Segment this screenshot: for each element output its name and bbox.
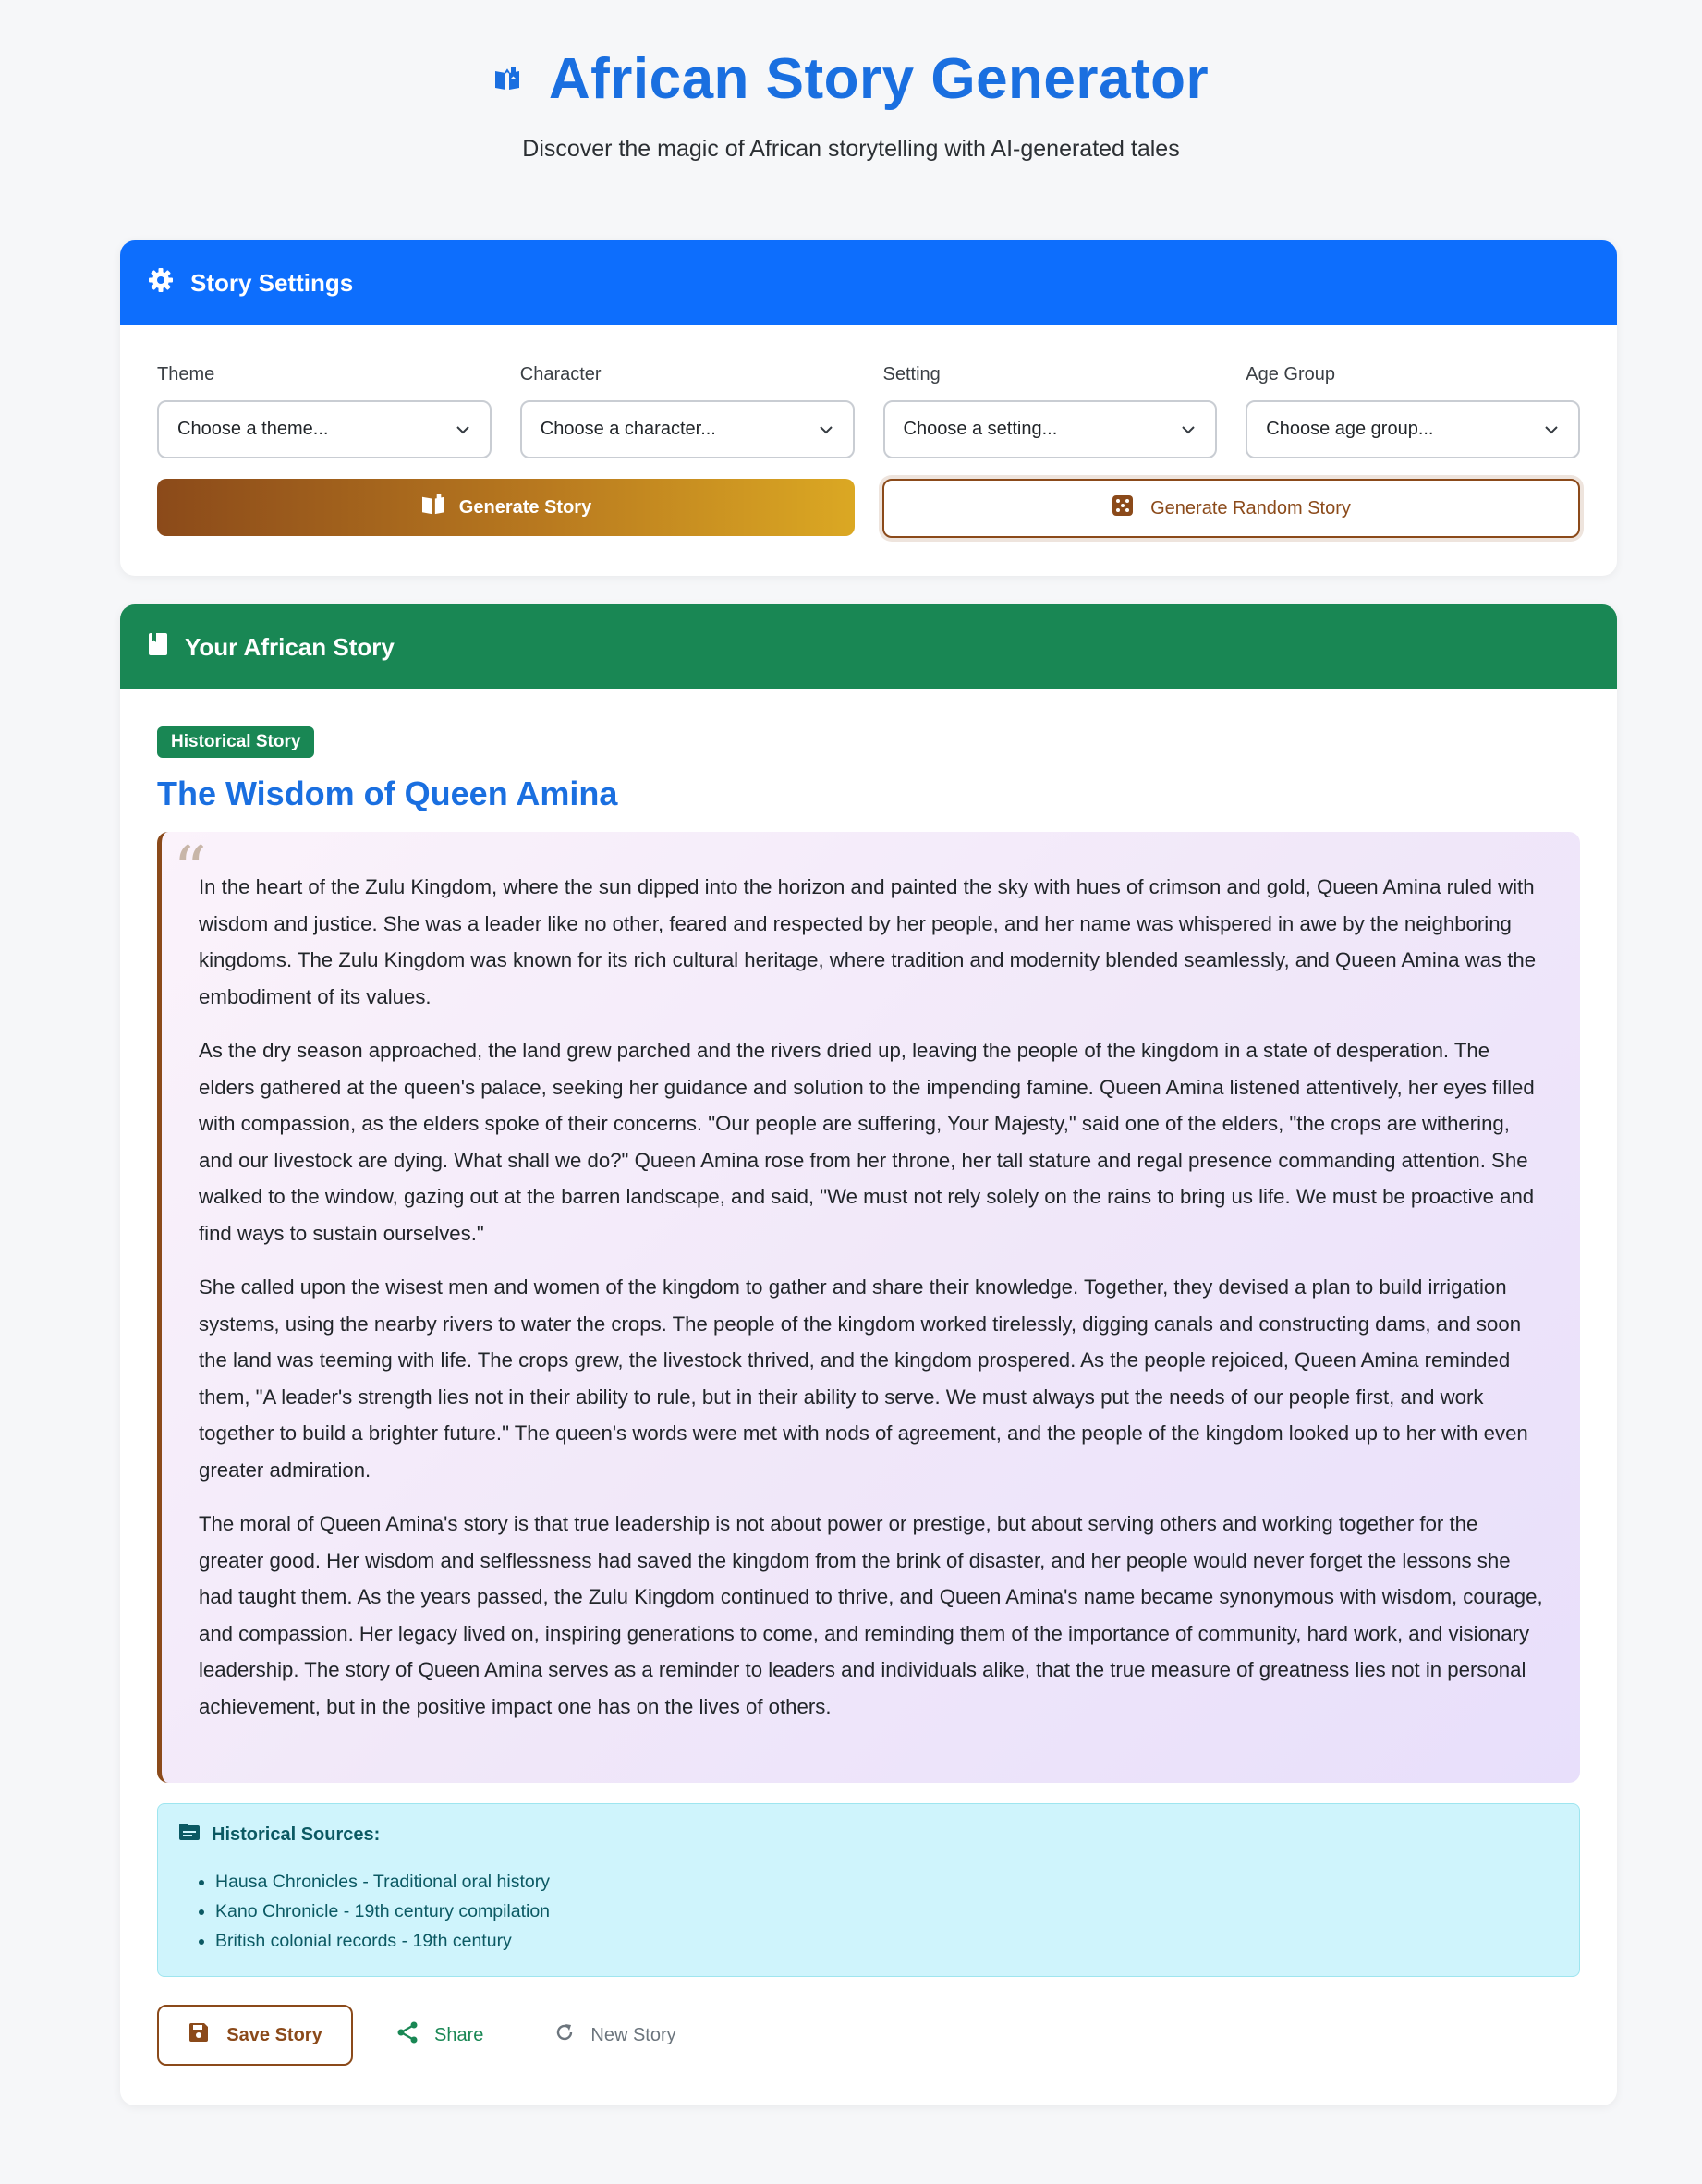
historical-sources-title: Historical Sources: [212, 1824, 381, 1845]
quote-mark: “ [173, 832, 207, 909]
list-item: • Hausa Chronicles - Traditional oral history [215, 1867, 1559, 1897]
theme-select-value: Choose a theme... [177, 419, 329, 439]
dice-icon [1112, 494, 1134, 522]
generate-actions [157, 479, 1580, 538]
page-header [0, 0, 1702, 163]
age-group-filter [1246, 364, 1580, 458]
generate-random-story-label: Generate Random Story [1150, 497, 1351, 519]
age-group-select-value: Choose age group... [1266, 419, 1434, 439]
story-text-box [157, 832, 1580, 1783]
theme-select[interactable] [157, 400, 492, 458]
share-label: Share [434, 2024, 484, 2045]
chevron-down-icon [1182, 419, 1195, 440]
story-paragraph: As the dry season approached, the land grew parched and the rivers dried up, leaving the people of the kingdom in a state of desperation. The elders gathered at the queen's palace, seeking her guidance and solution to the impending famine. Queen Amina listened attentively, her eyes filled with compassion, as the elders spoke of their concerns. "Our people are suffering, Your Majesty," said one of the elders, "the crops are withering, and our livestock are dying. What shall we do?" Queen Amina rose from her throne, her tall stature and regal presence commanding attention. She walked to the window, gazing out at the barren landscape, and said, "We must not rely solely on the rains to bring us life. We must be proactive and find ways to sustain ourselves." [199, 1039, 1535, 1245]
save-story-label: Save Story [226, 2024, 322, 2045]
theme-label: Theme [157, 364, 215, 384]
character-select-value: Choose a character... [540, 419, 716, 439]
chevron-down-icon [820, 419, 833, 440]
character-select[interactable] [520, 400, 855, 458]
age-group-select[interactable] [1246, 400, 1580, 458]
story-body [157, 726, 1580, 2066]
story-paragraph: In the heart of the Zulu Kingdom, where the sun dipped into the horizon and painted the sky with hues of crimson and gold, Queen Amina ruled with wisdom and justice. She was a leader like no other, feared and respected by her people, and her name was whispered in awe by the neighboring kingdoms. The Zulu Kingdom was known for its rich cultural heritage, where tradition and modernity blended seamlessly, and Queen Amina was the embodiment of its values. [199, 875, 1537, 1008]
story-paragraph: She called upon the wisest men and women of the kingdom to gather and share their knowledge. Together, they devised a plan to build irrigation systems, using the nearby rivers to water the crops. The people of the kingdom worked tirelessly, digging canals and constructing dams, and soon the land was teeming with life. The crops grew, the livestock thrived, and the kingdom prospered. As the people rejoiced, Queen Amina reminded them, "A leader's strength lies not in their ability to rule, but in their ability to serve. We must always put the needs of our people first, and work together to build a brighter future." The queen's words were met with nods of agreement, and the people of the kingdom looked up to her with even greater admiration. [199, 1275, 1528, 1482]
open-book-icon [493, 67, 521, 92]
story-title: The Wisdom of Queen Amina [157, 775, 618, 812]
story-type-badge: Historical Story [157, 726, 314, 758]
setting-select-value: Choose a setting... [903, 419, 1058, 439]
historical-sources-header [178, 1823, 1559, 1847]
historical-sources-list [178, 1867, 1559, 1956]
theme-filter [157, 364, 492, 458]
story-card-header [120, 604, 1617, 689]
gear-icon [148, 267, 174, 299]
folder-icon [178, 1823, 201, 1847]
chevron-down-icon [456, 419, 469, 440]
story-paragraph: The moral of Queen Amina's story is that true leadership is not about power or prestige, but about serving others and working together for the greater good. Her wisdom and selflessness had saved the kingdom from the brink of disaster, and her people would never forget the lessons she had taught them. As the years passed, the Zulu Kingdom continued to thrive, and Queen Amina's name became synonymous with wisdom, courage, and compassion. Her legacy lived on, inspiring generations to come, and reminding them of the importance of community, hard work, and visionary leadership. The story of Queen Amina serves as a reminder to leaders and individuals alike, that the true measure of greatness lies not in personal achievement, but in the positive impact one has on the lives of others. [199, 1512, 1543, 1718]
page-title: African Story Generator [548, 47, 1210, 111]
generate-story-button[interactable] [157, 479, 855, 536]
story-actions [157, 2005, 1580, 2066]
list-item: • British colonial records - 19th century [215, 1926, 1559, 1956]
story-settings-title: Story Settings [190, 268, 354, 297]
story-settings-card [120, 240, 1617, 576]
story-settings-header [120, 240, 1617, 325]
chevron-down-icon [1545, 419, 1558, 440]
setting-label: Setting [882, 364, 941, 384]
filters-row [157, 364, 1580, 458]
character-filter [520, 364, 855, 458]
refresh-icon [553, 2021, 576, 2049]
floppy-disk-icon [188, 2021, 210, 2049]
age-group-label: Age Group [1246, 364, 1335, 384]
share-icon [395, 2020, 419, 2050]
list-item: • Kano Chronicle - 19th century compilation [215, 1897, 1559, 1926]
new-story-label: New Story [590, 2024, 676, 2045]
setting-select[interactable] [883, 400, 1218, 458]
generate-random-story-button[interactable] [882, 479, 1580, 538]
open-book-icon [420, 494, 446, 521]
story-card-title: Your African Story [185, 632, 395, 661]
setting-filter [883, 364, 1218, 458]
character-label: Character [519, 364, 602, 384]
new-story-button[interactable] [553, 2021, 675, 2049]
book-icon [148, 632, 168, 663]
generate-story-label: Generate Story [458, 496, 592, 518]
historical-sources-box [157, 1803, 1580, 1977]
page-subtitle: Discover the magic of African storytelling with AI-generated tales [522, 136, 1180, 162]
share-button[interactable] [395, 2020, 483, 2050]
story-card [120, 604, 1617, 2105]
save-story-button[interactable] [157, 2005, 353, 2066]
